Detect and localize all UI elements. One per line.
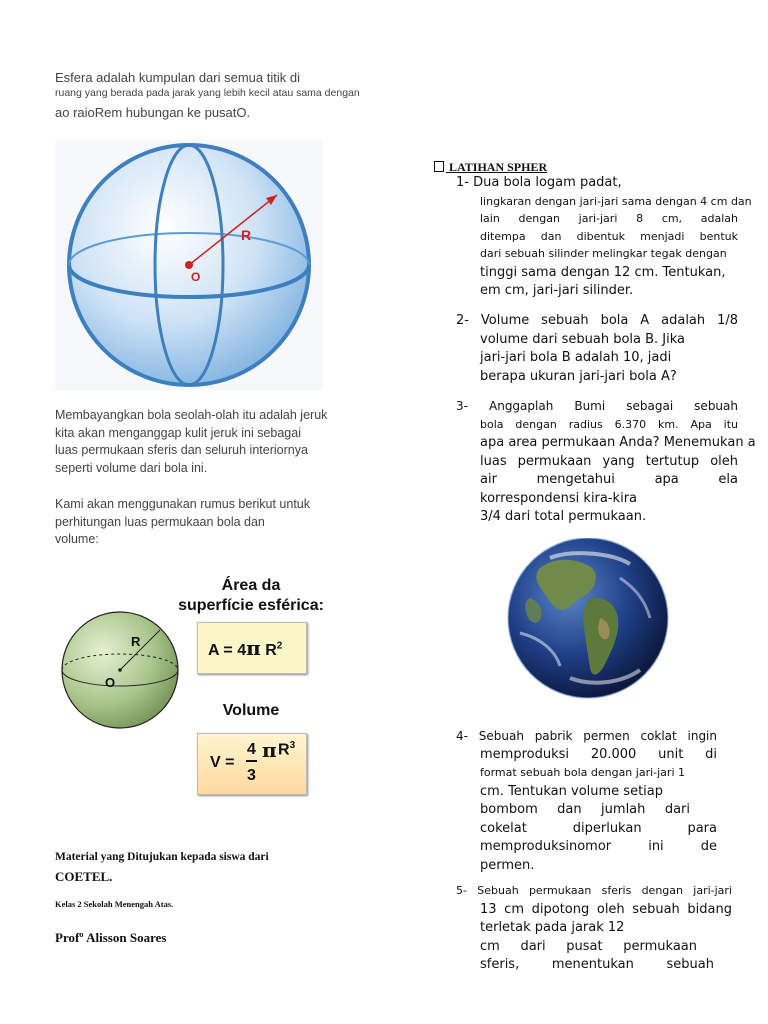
q4-line: permen.: [480, 857, 535, 873]
para1-line-4: seperti volume dari bola ini.: [55, 460, 208, 475]
footer-author: Profº Alisson Soares: [55, 930, 167, 945]
exercises-heading-text: LATIHAN SPHER: [446, 160, 548, 174]
vol-prefix: V =: [210, 754, 235, 771]
small-center-label: O: [105, 675, 116, 690]
volume-title: Volume: [222, 702, 280, 719]
q1-line: tinggi sama dengan 12 cm. Tentukan,: [480, 264, 726, 280]
radius-label: R: [241, 227, 252, 243]
para1-line-2: kita akan menganggap kulit jeruk ini sebagai: [55, 425, 301, 440]
q5-line: terletak pada jarak 12: [480, 920, 625, 935]
area-formula-box: [197, 622, 307, 674]
area-title-line-2: superfície esférica:: [178, 597, 324, 614]
intro-line-2: ruang yang berada pada jarak yang lebih kecil atau sama dengan: [55, 87, 360, 99]
para2-line-2: perhitungan luas permukaan bola dan: [55, 514, 265, 529]
q4-line: memproduksinomor ini de: [480, 839, 717, 854]
area-formula-prefix: A = 4: [208, 642, 247, 659]
q3-line: 3/4 dari total permukaan.: [480, 509, 647, 524]
vol-exponent: 3: [289, 740, 296, 751]
q1-line: ditempa dan dibentuk menjadi bentuk: [480, 230, 738, 243]
q2-line: volume dari sebuah bola B. Jika: [480, 331, 686, 347]
question-1: [456, 174, 752, 301]
pi-symbol: π: [246, 636, 261, 660]
area-title-line-1: Área da: [221, 577, 281, 594]
para1-line-3: luas permukaan sferis dan seluruh interiornya: [55, 443, 308, 457]
area-formula-r: R: [265, 642, 277, 659]
q3-line: air mengetahui apa ela: [480, 472, 738, 487]
q3-line: luas permukaan yang tertutup oleh: [480, 453, 738, 469]
area-title: [165, 576, 337, 616]
center-label: O: [191, 270, 201, 284]
vol-numerator: [246, 740, 257, 762]
paragraph-orange-analogy: [55, 407, 375, 477]
checkbox-icon: [434, 161, 444, 172]
vol-r-letter: R: [278, 741, 290, 759]
earth-image: [500, 538, 676, 700]
intro-line-1: Esfera adalah kumpulan dari semua titik di: [55, 70, 300, 85]
q1-line: lingkaran dengan jari-jari sama dengan 4 cm dan: [480, 194, 752, 208]
q4-line: bombom dan jumlah dari: [480, 802, 690, 817]
question-3: [456, 397, 756, 527]
para2-line-3: volume:: [55, 532, 99, 546]
q3-line: 3- Anggaplah Bumi sebagai sebuah: [456, 399, 738, 413]
footer-line-2: COETEL.: [55, 869, 113, 884]
sphere-diagram: [55, 140, 323, 390]
exercises-heading: [434, 160, 615, 175]
q4-line: cokelat diperlukan para: [480, 820, 717, 836]
q3-line: bola dengan radius 6.370 km. Apa itu: [480, 417, 738, 431]
q4-line: format sebuah bola dengan jari-jari 1: [480, 766, 685, 779]
area-exponent: 2: [276, 640, 283, 652]
small-sphere-diagram: [55, 610, 185, 730]
question-4: [456, 727, 717, 875]
small-radius-label: R: [131, 634, 141, 649]
q1-line: lain dengan jari-jari 8 cm, adalah: [480, 211, 738, 225]
q3-line: apa area permukaan Anda? Menemukan a: [480, 435, 756, 450]
q2-line: jari-jari bola B adalah 10, jadi: [480, 350, 672, 365]
intro-line-3: ao raioRem hubungan ke pusatO.: [55, 105, 251, 120]
vol-r: [278, 740, 295, 759]
para2-line-1: Kami akan menggunakan rumus berikut untuk: [55, 497, 311, 511]
paragraph-formulas-intro: [55, 496, 375, 549]
q4-line: 4- Sebuah pabrik permen coklat ingin: [456, 729, 717, 743]
q2-line: 2- Volume sebuah bola A adalah 1/8: [456, 313, 738, 328]
q3-line: korrespondensi kira-kira: [480, 490, 638, 506]
q1-line: dari sebuah silinder melingkar tegak dengan: [480, 247, 727, 260]
vol-numerator-4: 4: [247, 741, 256, 758]
q5-line: 5- Sebuah permukaan sferis dengan jari-jari: [456, 884, 732, 897]
q1-line: 1- Dua bola logam padat,: [456, 175, 622, 190]
footer-line-3: Kelas 2 Sekolah Menengah Atas.: [55, 899, 174, 909]
question-5: [456, 882, 732, 975]
footer-line-1: Material yang Ditujukan kepada siswa dari: [55, 851, 269, 863]
q5-line: sferis, menentukan sebuah: [480, 957, 714, 972]
volume-formula-box: [197, 733, 307, 795]
q1-line: em cm, jari-jari silinder.: [480, 283, 634, 298]
q4-line: memproduksi 20.000 unit di: [480, 746, 717, 762]
para1-line-1: Membayangkan bola seolah-olah itu adalah jeruk: [55, 408, 328, 422]
q5-line: cm dari pusat permukaan: [480, 938, 697, 954]
area-formula: [208, 636, 282, 660]
q5-line: 13 cm dipotong oleh sebuah bidang: [480, 901, 732, 917]
question-2: [456, 312, 738, 386]
vol-denominator: 3: [247, 767, 256, 784]
vol-pi: π: [262, 738, 277, 762]
q2-line: berapa ukuran jari-jari bola A?: [480, 368, 677, 384]
q4-line: cm. Tentukan volume setiap: [480, 783, 664, 799]
